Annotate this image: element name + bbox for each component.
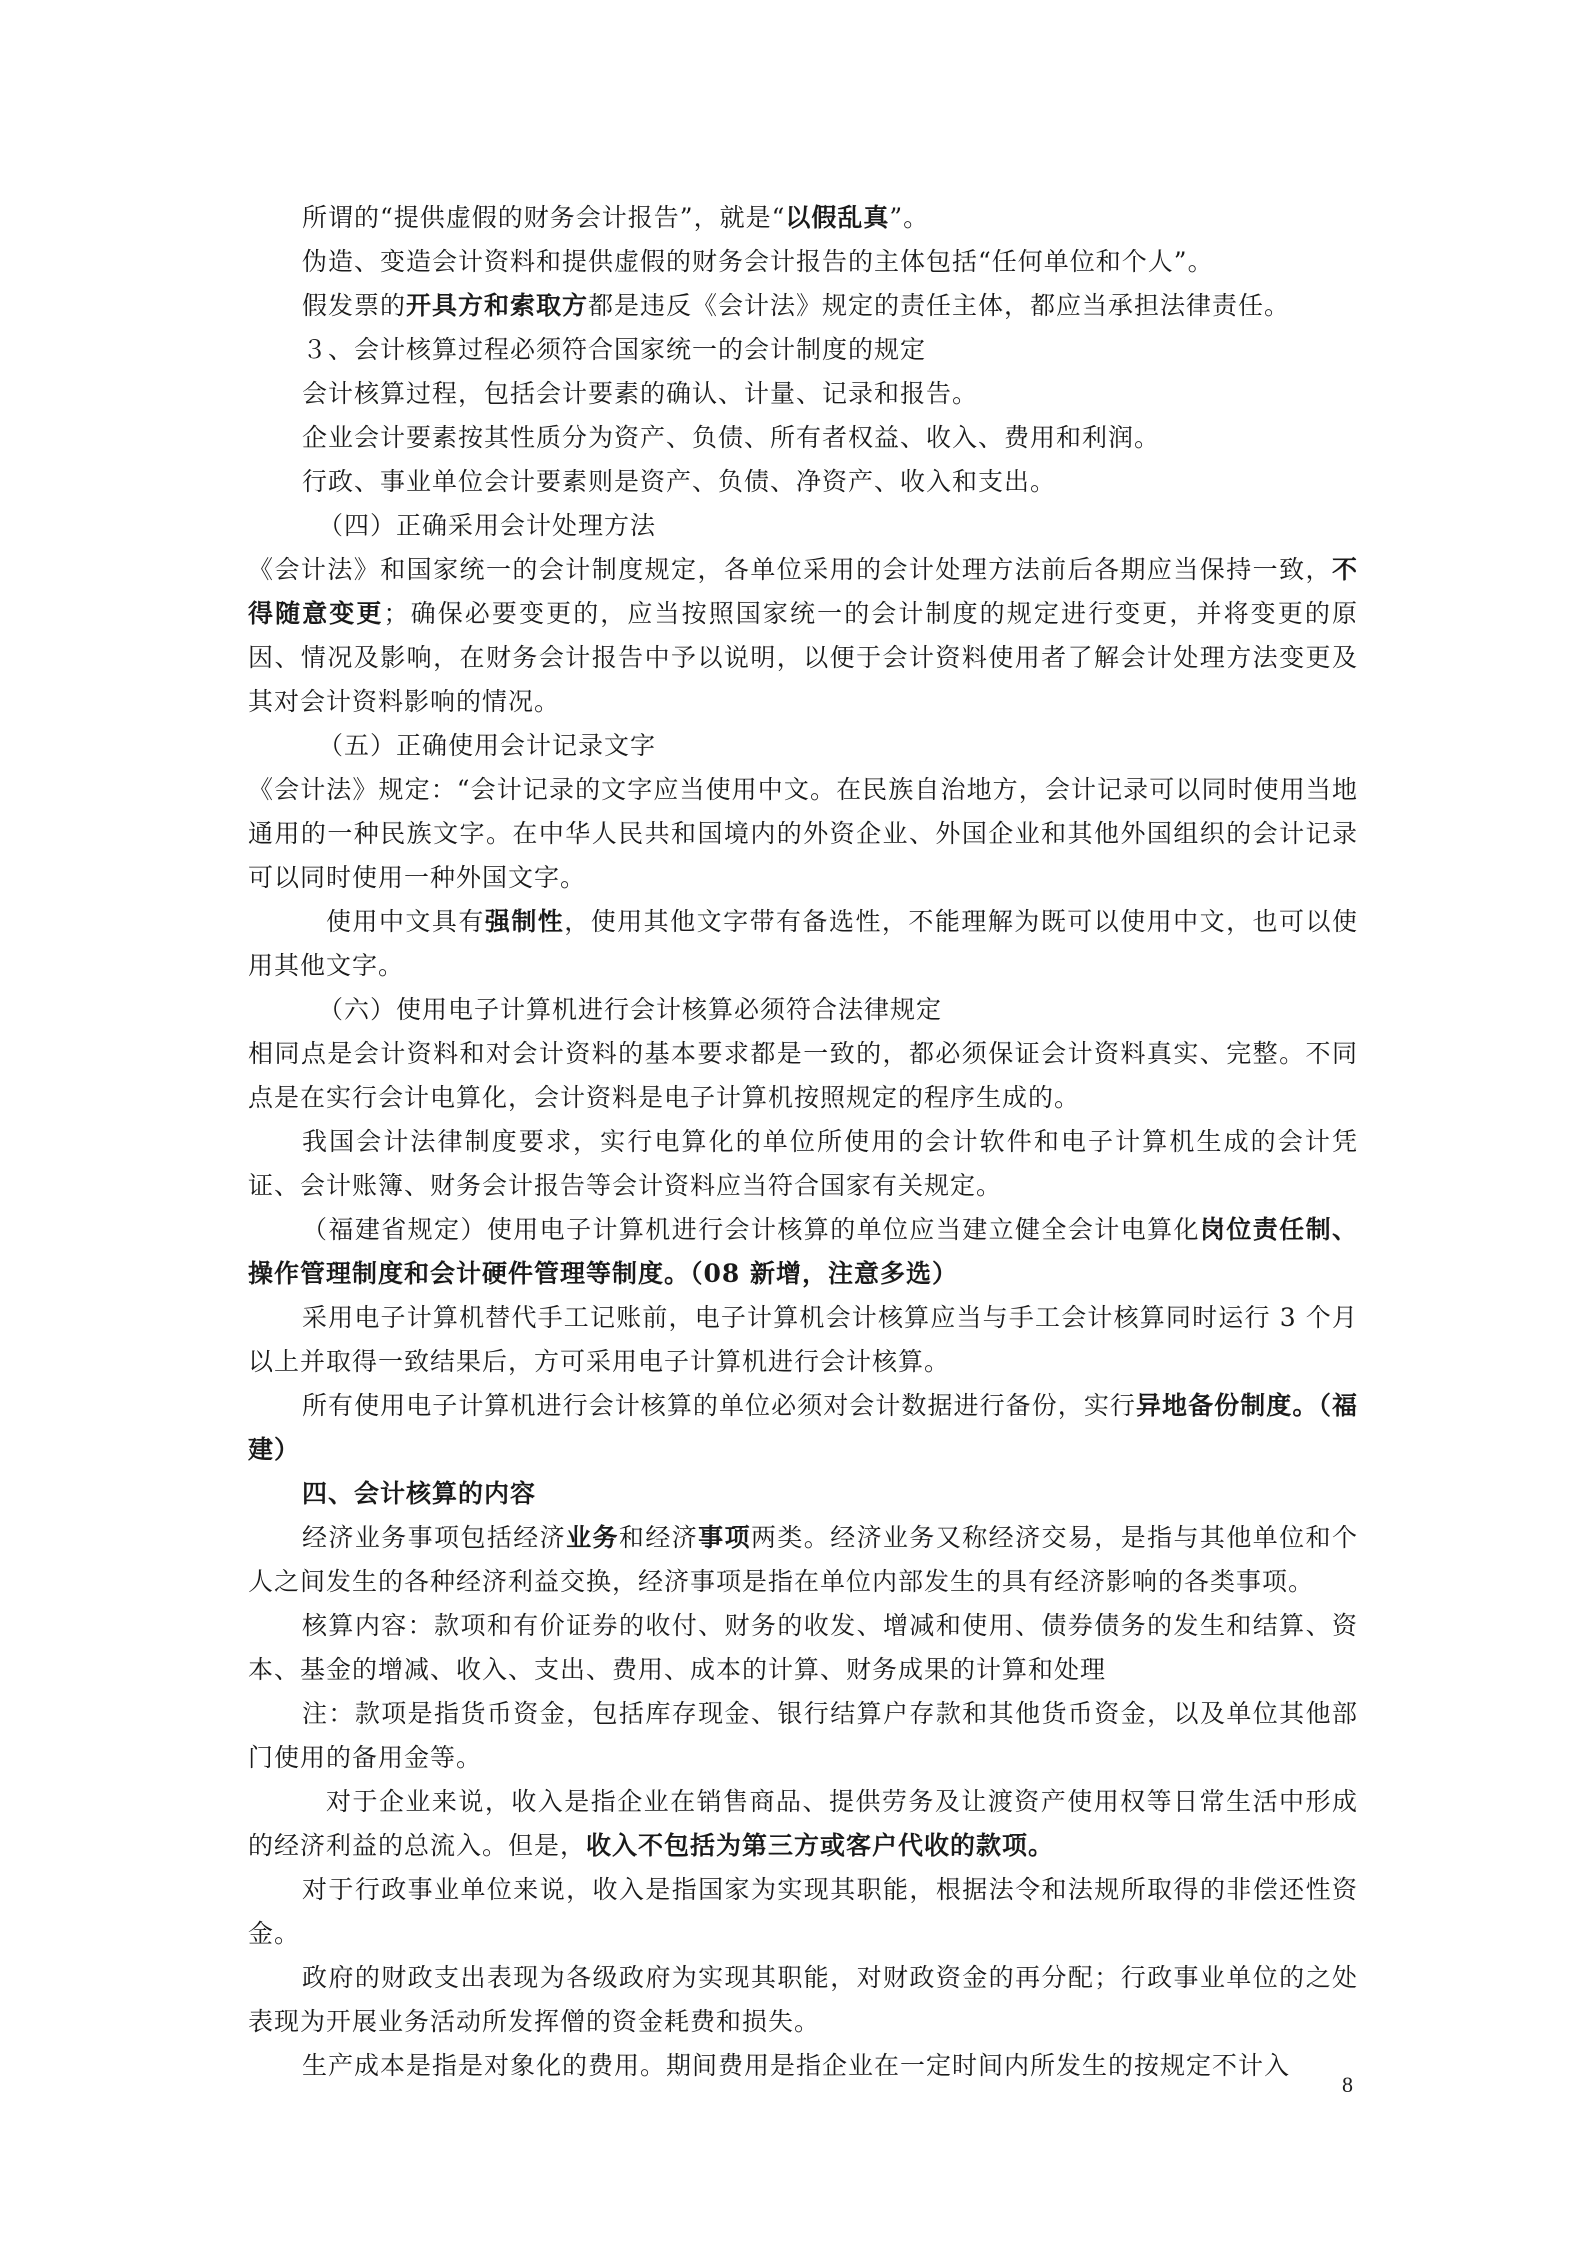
paragraph — [248, 416, 1358, 460]
bold-text: 收入不包括为第三方或客户代收的款项。 — [586, 1831, 1055, 1860]
document-body — [248, 196, 1358, 2088]
paragraph — [248, 1296, 1358, 1384]
paragraph — [248, 1868, 1358, 1956]
paragraph — [248, 284, 1358, 328]
paragraph — [248, 900, 1358, 988]
text-segment: 企业会计要素按其性质分为资产、负债、所有者权益、收入、费用和利润。 — [302, 423, 1161, 452]
paragraph — [248, 1384, 1358, 1472]
text-segment: 生产成本是指是对象化的费用。期间费用是指企业在一定时间内所发生的按规定不计入 — [302, 2051, 1291, 2080]
text-segment: 对于企业来说，收入是指企业在销售商品、提供劳务及让渡资产使用权等日常生活中形成的经济利益的总流入。但是， — [248, 1787, 1358, 1860]
paragraph — [248, 196, 1358, 240]
bold-text: 四、会计核算的内容 — [302, 1479, 537, 1508]
page-number: 8 — [1342, 2072, 1353, 2097]
text-segment: 会计核算过程，包括会计要素的确认、计量、记录和报告。 — [302, 379, 979, 408]
text-segment: 相同点是会计资料和对会计资料的基本要求都是一致的，都必须保证会计资料真实、完整。不同点是在实行会计电算化，会计资料是电子计算机按照规定的程序生成的。 — [248, 1039, 1358, 1112]
text-segment: 伪造、变造会计资料和提供虚假的财务会计报告的主体包括“任何单位和个人”。 — [302, 247, 1214, 276]
text-segment: 核算内容：款项和有价证券的收付、财务的收发、增减和使用、债券债务的发生和结算、资本、基金的增减、收入、支出、费用、成本的计算、财务成果的计算和处理 — [248, 1611, 1358, 1684]
paragraph — [248, 1472, 1358, 1516]
text-segment: 采用电子计算机替代手工记账前，电子计算机会计核算应当与手工会计核算同时运行 3 个月以上并取得一致结果后，方可采用电子计算机进行会计核算。 — [248, 1303, 1358, 1376]
bold-text: 开具方和索取方 — [406, 291, 589, 320]
paragraph — [248, 240, 1358, 284]
paragraph — [248, 328, 1358, 372]
text-segment: （六）使用电子计算机进行会计核算必须符合法律规定 — [318, 995, 943, 1024]
bold-text: 不得随意变更 — [248, 555, 1358, 628]
text-segment: 《会计法》规定：“会计记录的文字应当使用中文。在民族自治地方，会计记录可以同时使用当地通用的一种民族文字。在中华人民共和国境内的外资企业、外国企业和其他外国组织的会计记录可以同时使用一种外国文字。 — [248, 775, 1358, 892]
text-segment: 使用中文具有 — [326, 907, 485, 936]
text-segment: 政府的财政支出表现为各级政府为实现其职能，对财政资金的再分配；行政事业单位的之处表现为开展业务活动所发挥僧的资金耗费和损失。 — [248, 1963, 1358, 2036]
paragraph — [248, 1604, 1358, 1692]
paragraph — [248, 1120, 1358, 1208]
text-segment: 经济业务事项包括经济 — [302, 1523, 567, 1552]
text-segment: 行政、事业单位会计要素则是资产、负债、净资产、收入和支出。 — [302, 467, 1057, 496]
paragraph — [248, 1780, 1358, 1868]
text-segment: ”。 — [889, 203, 930, 232]
text-segment: ，使用其他文字带有备选性，不能理解为既可以使用中文，也可以使用其他文字。 — [248, 907, 1358, 980]
bold-text: 以假乱真 — [785, 203, 890, 232]
bold-text: 岗位责任制、操作管理制度和会计硬件管理等制度。（08 新增，注意多选） — [248, 1215, 1358, 1288]
paragraph — [248, 1956, 1358, 2044]
text-segment: 《会计法》和国家统一的会计制度规定，各单位采用的会计处理方法前后各期应当保持一致， — [248, 555, 1332, 584]
paragraph — [248, 548, 1358, 724]
paragraph — [248, 504, 1358, 548]
text-segment: 假发票的 — [302, 291, 407, 320]
paragraph — [248, 1692, 1358, 1780]
text-segment: （四）正确采用会计处理方法 — [318, 511, 657, 540]
bold-text: 业务 — [566, 1523, 619, 1552]
bold-text: 事项 — [698, 1523, 751, 1552]
paragraph — [248, 724, 1358, 768]
text-segment: （福建省规定）使用电子计算机进行会计核算的单位应当建立健全会计电算化 — [302, 1215, 1200, 1244]
paragraph — [248, 1208, 1358, 1296]
text-segment: 我国会计法律制度要求，实行电算化的单位所使用的会计软件和电子计算机生成的会计凭证、会计账簿、财务会计报告等会计资料应当符合国家有关规定。 — [248, 1127, 1358, 1200]
text-segment: 和经济 — [618, 1523, 699, 1552]
text-segment: （五）正确使用会计记录文字 — [318, 731, 657, 760]
text-segment: 所谓的“提供虚假的财务会计报告”，就是“ — [302, 203, 786, 232]
text-segment: 对于行政事业单位来说，收入是指国家为实现其职能，根据法令和法规所取得的非偿还性资金。 — [248, 1875, 1358, 1948]
text-segment: 两类。经济业务又称经济交易，是指与其他单位和个人之间发生的各种经济利益交换，经济事项是指在单位内部发生的具有经济影响的各类事项。 — [248, 1523, 1358, 1596]
bold-text: 强制性 — [484, 907, 565, 936]
text-segment: ；确保必要变更的，应当按照国家统一的会计制度的规定进行变更，并将变更的原因、情况及影响，在财务会计报告中予以说明，以便于会计资料使用者了解会计处理方法变更及其对会计资料影响的情况。 — [248, 599, 1358, 716]
text-segment: 都是违反《会计法》规定的责任主体，都应当承担法律责任。 — [588, 291, 1291, 320]
bold-text: 异地备份制度。（福建） — [248, 1391, 1358, 1464]
paragraph — [248, 1516, 1358, 1604]
paragraph — [248, 988, 1358, 1032]
paragraph — [248, 372, 1358, 416]
text-segment: 所有使用电子计算机进行会计核算的单位必须对会计数据进行备份，实行 — [302, 1391, 1136, 1420]
paragraph — [248, 768, 1358, 900]
text-segment: 注：款项是指货币资金，包括库存现金、银行结算户存款和其他货币资金，以及单位其他部门使用的备用金等。 — [248, 1699, 1358, 1772]
paragraph — [248, 1032, 1358, 1120]
text-segment: ３、会计核算过程必须符合国家统一的会计制度的规定 — [302, 335, 927, 364]
paragraph — [248, 2044, 1358, 2088]
paragraph — [248, 460, 1358, 504]
